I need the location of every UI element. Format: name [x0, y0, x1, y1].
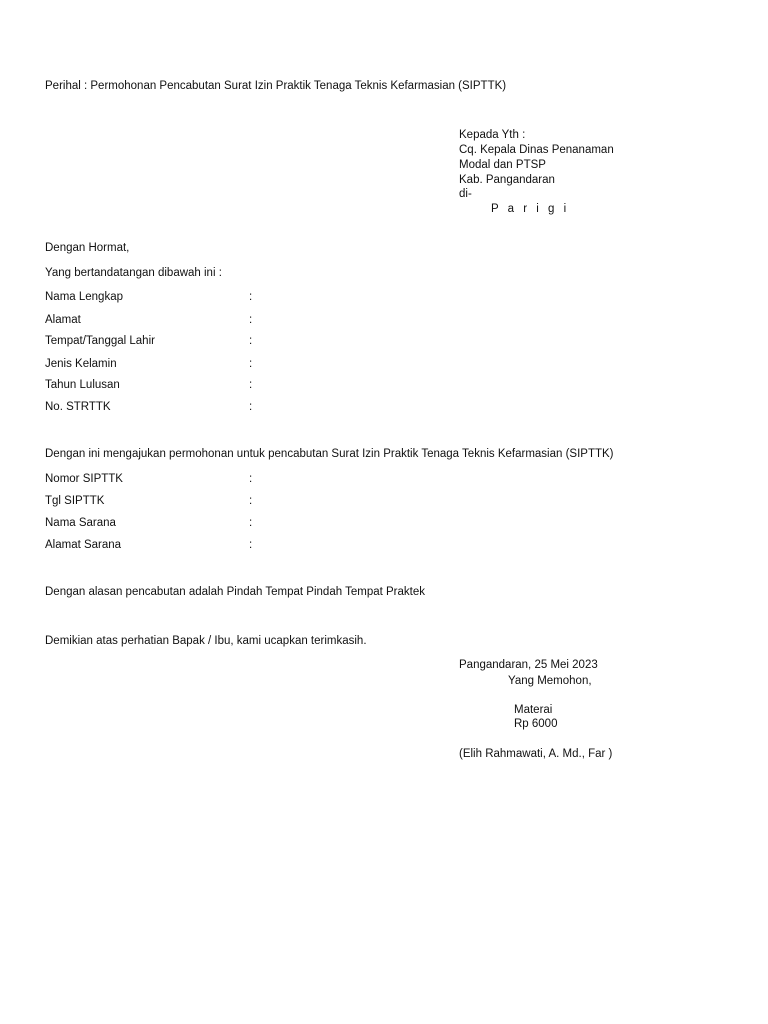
field-colon: : [249, 473, 253, 485]
field-label: Tahun Lulusan [45, 379, 120, 391]
reason-text: Dengan alasan pencabutan adalah Pindah Tempat Pindah Tempat Praktek [45, 586, 425, 598]
field-colon: : [249, 379, 253, 391]
field-colon: : [249, 335, 253, 347]
intro-line: Yang bertandatangan dibawah ini : [45, 267, 222, 279]
subject-line: Perihal : Permohonan Pencabutan Surat Izin Praktik Tenaga Teknis Kefarmasian (SIPTTK) [45, 80, 507, 92]
field-label: Alamat [45, 314, 81, 326]
field-colon: : [249, 495, 253, 507]
field-label: Nama Lengkap [45, 291, 123, 303]
field-colon: : [249, 539, 253, 551]
recipient-line-5: di- [459, 188, 472, 200]
recipient-line-4: Kab. Pangandaran [459, 174, 555, 186]
field-label: Nama Sarana [45, 517, 116, 529]
field-colon: : [249, 358, 253, 370]
recipient-line-3: Modal dan PTSP [459, 159, 546, 171]
field-colon: : [249, 291, 253, 303]
stamp-value: Rp 6000 [514, 718, 558, 730]
field-colon: : [249, 401, 253, 413]
field-colon: : [249, 314, 253, 326]
field-colon: : [249, 517, 253, 529]
recipient-line-2: Cq. Kepala Dinas Penanaman [459, 144, 614, 156]
request-text: Dengan ini mengajukan permohonan untuk pencabutan Surat Izin Praktik Tenaga Teknis Kefarmasian (SIPTTK) [45, 448, 614, 460]
field-label: Nomor SIPTTK [45, 473, 123, 485]
field-label: Tempat/Tanggal Lahir [45, 335, 155, 347]
applicant-label: Yang Memohon, [508, 675, 592, 687]
stamp-label: Materai [514, 704, 553, 716]
greeting: Dengan Hormat, [45, 242, 130, 254]
field-label: Jenis Kelamin [45, 358, 117, 370]
field-label: Tgl SIPTTK [45, 495, 105, 507]
recipient-line-1: Kepada Yth : [459, 129, 526, 141]
field-label: Alamat Sarana [45, 539, 122, 551]
closing-text: Demikian atas perhatian Bapak / Ibu, kami ucapkan terimkasih. [45, 635, 367, 647]
signer-name: (Elih Rahmawati, A. Md., Far ) [459, 748, 613, 760]
recipient-city: P a r i g i [491, 203, 570, 215]
place-date: Pangandaran, 25 Mei 2023 [459, 659, 598, 671]
field-label: No. STRTTK [45, 401, 111, 413]
